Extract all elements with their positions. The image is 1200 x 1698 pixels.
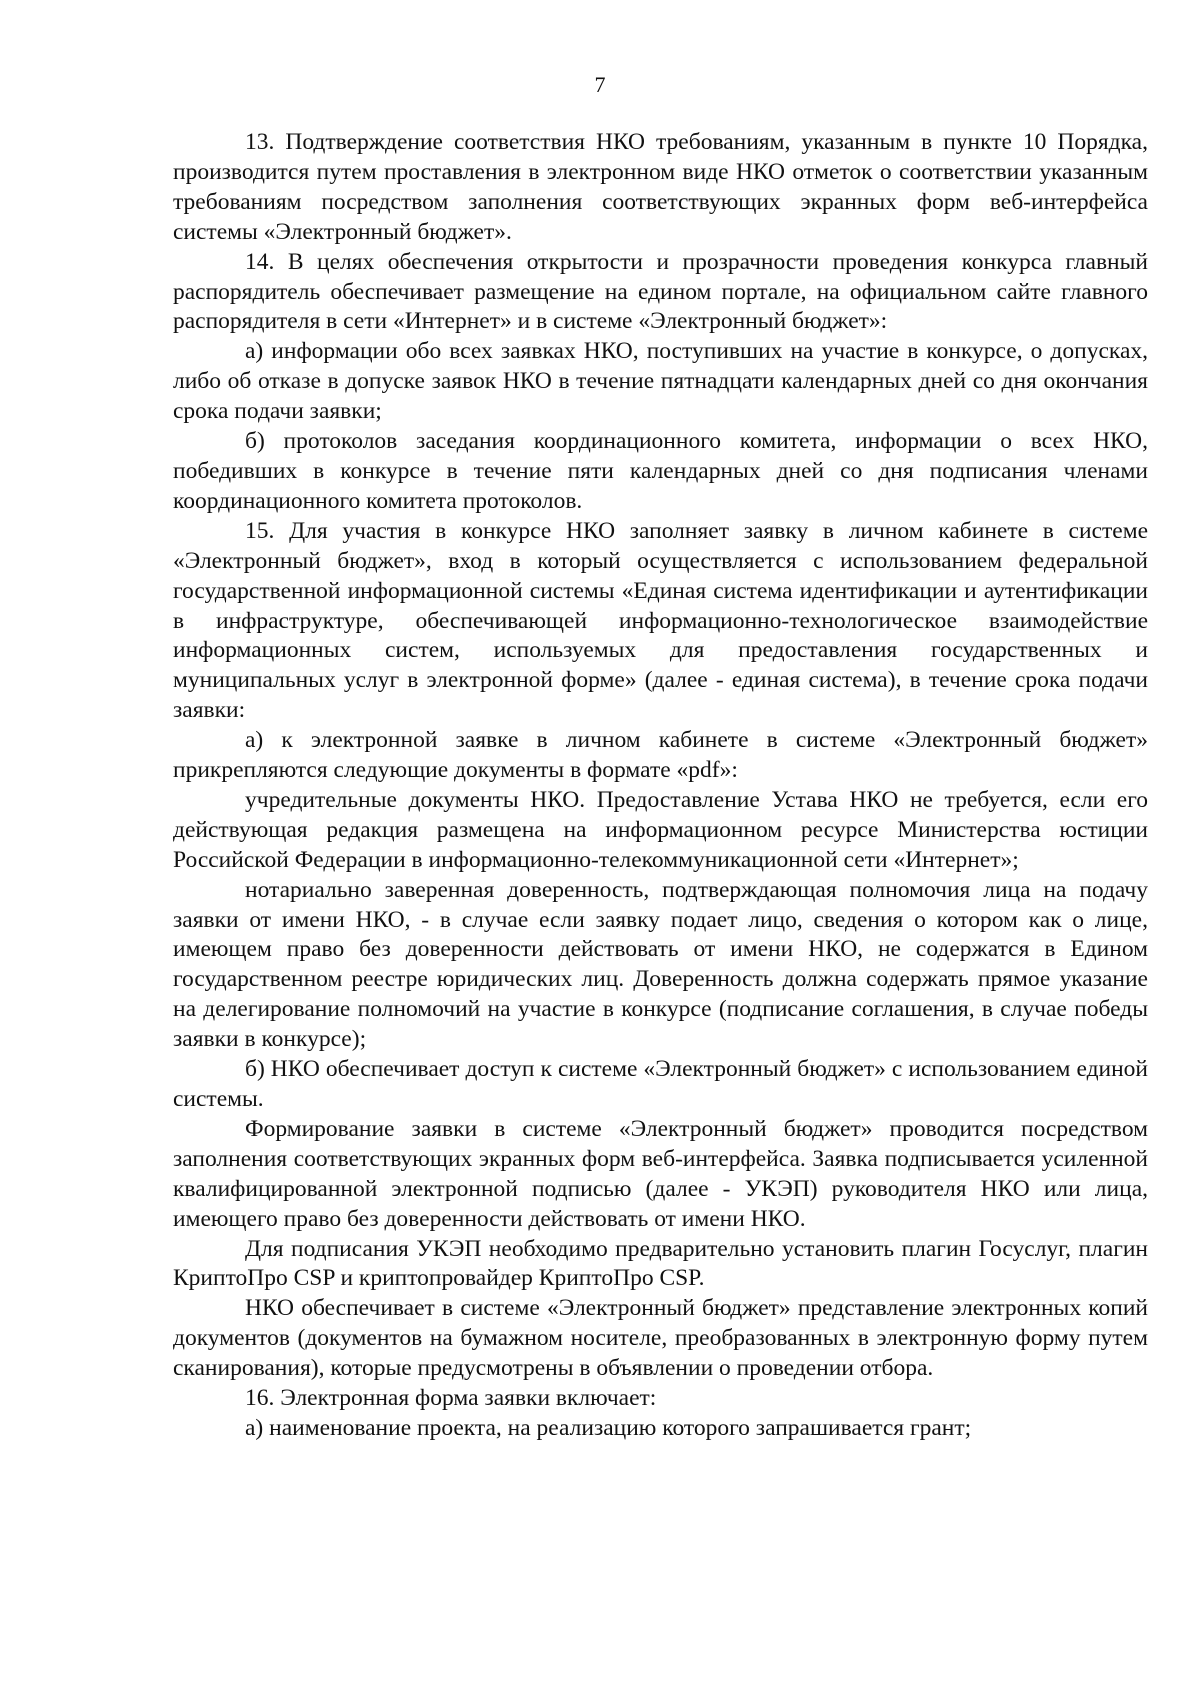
paragraph-16: 16. Электронная форма заявки включает: [245, 1385, 657, 1412]
paragraph-power-of-attorney: нотариально заверенная доверенность, подтверждающая полномочия лица на подачу заявки от имени НКО, - в случае если заявку подает лицо, сведения о котором как о лице, имеющем право без доверенности действовать от имени НКО, не содержатся в Едином государственном реестре юридических лиц. Доверенность должна содержать прямое указание на делегирование полномочий на участие в конкурсе (подписание соглашения, в случае победы заявки в конкурсе); [173, 876, 1148, 1053]
paragraph-15: 15. Для участия в конкурсе НКО заполняет заявку в личном кабинете в системе «Электронный бюджет», вход в который осуществляется с использованием федеральной государственной информационной системы «Единая система идентификации и аутентификации в инфраструктуре, обеспечивающей информационно-технологическое взаимодействие информационных систем, используемых для предоставления государственных и муниципальных услуг в электронной форме» (далее - единая система), в течение срока подачи заявки: [173, 517, 1148, 724]
paragraph-14-a: а) информации обо всех заявках НКО, поступивших на участие в конкурсе, о допусках, либо об отказе в допуске заявок НКО в течение пятнадцати календарных дней со дня окончания срока подачи заявки; [173, 338, 1148, 425]
paragraph-14-b: б) протоколов заседания координационного комитета, информации о всех НКО, победивших в конкурсе в течение пяти календарных дней со дня подписания членами координационного комитета протоколов. [173, 428, 1148, 514]
paragraph-13: 13. Подтверждение соответствия НКО требованиям, указанным в пункте 10 Порядка, производится путем проставления в электронном виде НКО отметок о соответствии указанным требованиям посредством заполнения соответствующих экранных форм веб-интерфейса системы «Электронный бюджет». [173, 129, 1148, 245]
paragraph-16-a: а) наименование проекта, на реализацию которого запрашивается грант; [245, 1414, 972, 1441]
paragraph-founding-documents: учредительные документы НКО. Предоставление Устава НКО не требуется, если его действующая редакция размещена на информационном ресурсе Министерства юстиции Российской Федерации в информационно-телекоммуникационной сети «Интернет»; [173, 786, 1148, 873]
paragraph-application-formation: Формирование заявки в системе «Электронный бюджет» проводится посредством заполнения соответствующих экранных форм веб-интерфейса. Заявка подписывается усиленной квалифицированной электронной подписью (далее - УКЭП) руководителя НКО или лица, имеющего право без доверенности действовать от имени НКО. [173, 1115, 1148, 1232]
paragraph-15-b: б) НКО обеспечивает доступ к системе «Электронный бюджет» с использованием единой системы. [173, 1056, 1148, 1112]
paragraph-signing-requirements: Для подписания УКЭП необходимо предварительно установить плагин Госуслуг, плагин КриптоПро CSP и криптопровайдер КриптоПро CSP. [173, 1235, 1148, 1292]
page-number: 7 [594, 72, 606, 97]
document-body [173, 128, 1148, 1444]
paragraph-14: 14. В целях обеспечения открытости и прозрачности проведения конкурса главный распорядитель обеспечивает размещение на едином портале, на официальном сайте главного распорядителя в сети «Интернет» и в системе «Электронный бюджет»: [173, 248, 1148, 335]
paragraph-electronic-copies: НКО обеспечивает в системе «Электронный бюджет» представление электронных копий документов (документов на бумажном носителе, преобразованных в электронную форму путем сканирования), которые предусмотрены в объявлении о проведении отбора. [173, 1295, 1148, 1382]
paragraph-15-a: а) к электронной заявке в личном кабинете в системе «Электронный бюджет» прикрепляются следующие документы в формате «pdf»: [173, 727, 1148, 784]
